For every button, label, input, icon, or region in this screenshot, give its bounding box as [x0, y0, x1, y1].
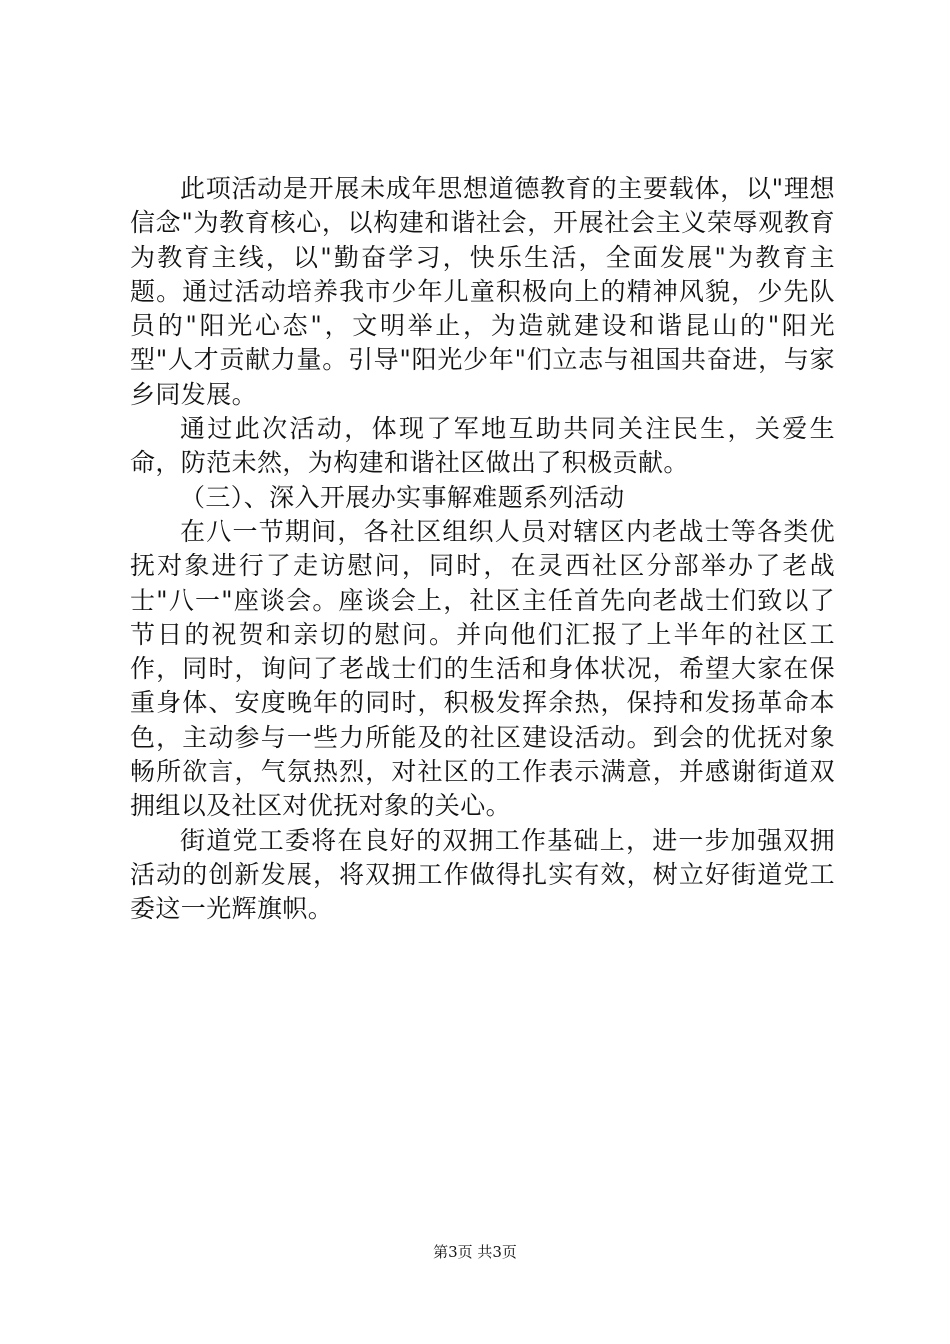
- section-heading: （三）、深入开展办实事解难题系列活动: [180, 482, 625, 512]
- page-footer: 第3页 共3页: [433, 1243, 517, 1261]
- paragraph-conclusion: 街道党工委将在良好的双拥工作基础上，进一步加强双拥活动的创新发展，将双拥工作做得扎实有效，树立好街道党工委这一光辉旗帜。: [130, 825, 835, 924]
- paragraph-bayi-visits: 在八一节期间，各社区组织人员对辖区内老战士等各类优抚对象进行了走访慰问，同时，在灵西社区分部举办了老战士"八一"座谈会。座谈会上，社区主任首先向老战士们致以了节日的祝贺和亲切的慰问。并向他们汇报了上半年的社区工作，同时，询问了老战士们的生活和身体状况，希望大家在保重身体、安度晚年的同时，积极发挥余热，保持和发扬革命本色，主动参与一些力所能及的社区建设活动。到会的优抚对象畅所欲言，气氛热烈，对社区的工作表示满意，并感谢街道双拥组以及社区对优抚对象的关心。: [130, 516, 835, 821]
- paragraph-activity-result: 通过此次活动，体现了军地互助共同关注民生，关爱生命，防范未然，为构建和谐社区做出了积极贡献。: [130, 414, 835, 478]
- document-body: [130, 172, 835, 927]
- paragraph-activity-purpose: 此项活动是开展未成年思想道德教育的主要载体，以"理想信念"为教育核心，以构建和谐社会，开展社会主义荣辱观教育为教育主线，以"勤奋学习，快乐生活，全面发展"为教育主题。通过活动培养我市少年儿童积极向上的精神风貌，少先队员的"阳光心态"，文明举止，为造就建设和谐昆山的"阳光型"人才贡献力量。引导"阳光少年"们立志与祖国共奋进，与家乡同发展。: [130, 174, 835, 409]
